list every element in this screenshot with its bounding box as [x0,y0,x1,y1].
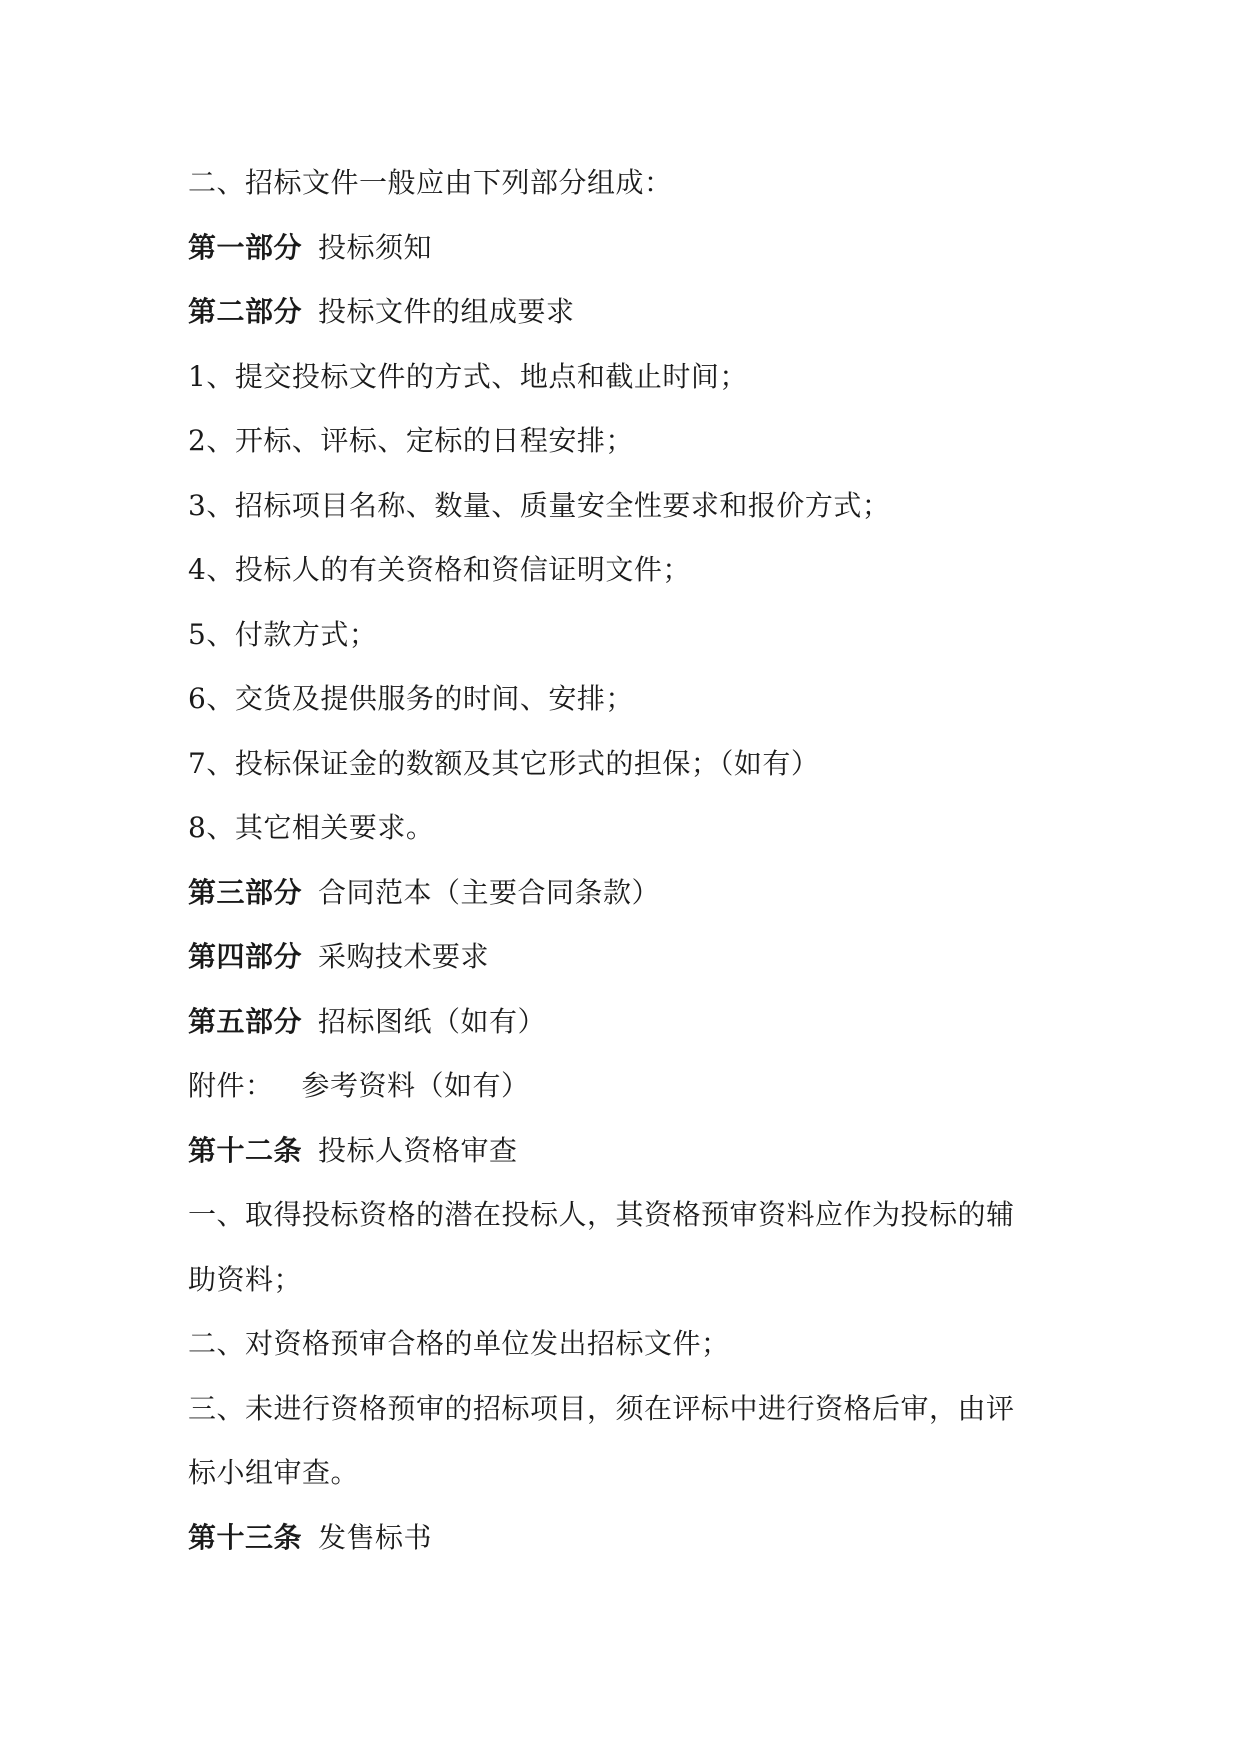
line-text: 二、招标文件一般应由下列部分组成： [188,166,673,199]
list-item [188,345,1068,410]
list-item [188,474,1068,539]
line-text: 5、付款方式； [188,617,378,651]
list-item [188,667,1068,732]
section-heading-line [188,925,1068,990]
section-title: 招标图纸（如有） [318,1004,547,1038]
line-text: 4、投标人的有关资格和资信证明文件； [188,553,691,586]
line-text: 二、对资格预审合格的单位发出招标文件； [188,1327,730,1360]
section-heading-line [188,216,1068,281]
paragraph-line [188,1312,1068,1377]
article-heading: 第十三条 [188,1520,303,1554]
article-title: 发售标书 [318,1520,433,1554]
section-heading-line [188,861,1068,926]
list-item [188,603,1068,668]
paragraph-line [188,1441,1068,1506]
line-text: 一、取得投标资格的潜在投标人，其资格预审资料应作为投标的辅 [188,1198,1015,1231]
paragraph-line [188,1248,1068,1313]
list-item [188,409,1068,474]
line-text: 6、交货及提供服务的时间、安排； [188,682,634,715]
section-heading-line [188,280,1068,345]
article-heading-line [188,1506,1068,1571]
line-text: 标小组审查。 [188,1456,360,1489]
paragraph-line [188,151,1068,216]
article-heading: 第十二条 [188,1133,303,1167]
section-title: 投标文件的组成要求 [318,295,575,328]
paragraph-line [188,1183,1068,1248]
line-text: 8、其它相关要求。 [188,811,435,844]
attachment-label: 附件： [188,1069,274,1102]
line-text: 1、提交投标文件的方式、地点和截止时间； [188,359,748,393]
article-heading-line [188,1119,1068,1184]
list-item [188,732,1068,797]
section-title: 投标须知 [318,230,433,264]
document-body [188,151,1068,1570]
line-text: 2、开标、评标、定标的日程安排； [188,424,634,457]
line-text: 三、未进行资格预审的招标项目，须在评标中进行资格后审，由评 [188,1391,1015,1425]
line-text: 助资料； [188,1262,303,1296]
section-heading: 第五部分 [188,1004,303,1038]
line-text: 7、投标保证金的数额及其它形式的担保；（如有） [188,746,820,780]
section-title: 采购技术要求 [318,940,490,973]
section-heading-line [188,990,1068,1055]
section-heading: 第四部分 [188,940,303,973]
attachment-text: 参考资料（如有） [301,1069,530,1102]
list-item [188,538,1068,603]
paragraph-line [188,1377,1068,1442]
attachment-line [188,1054,1068,1119]
list-item [188,796,1068,861]
section-heading: 第一部分 [188,230,303,264]
section-heading: 第二部分 [188,295,303,328]
line-text: 3、招标项目名称、数量、质量安全性要求和报价方式； [188,488,891,522]
section-title: 合同范本（主要合同条款） [318,875,661,909]
section-heading: 第三部分 [188,875,303,909]
article-title: 投标人资格审查 [318,1133,518,1167]
